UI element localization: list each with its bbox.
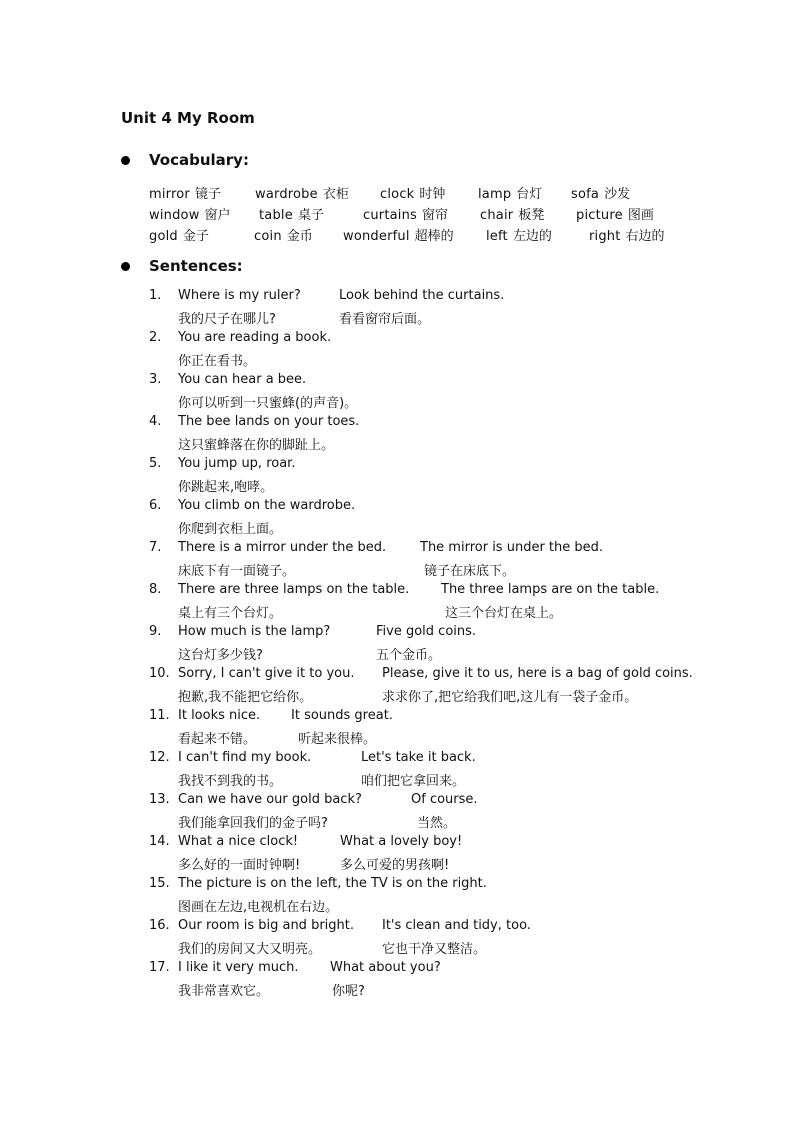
sentence-chinese-line [149,476,769,496]
vocabulary-word: picture [576,208,623,223]
sentence-number: 15. [149,876,170,891]
vocabulary-row [149,183,769,201]
sentence-english-2: The mirror is under the bed. [420,540,604,555]
sentence-number: 14. [149,834,170,849]
sentence-english-1: I like it very much. [178,960,299,975]
sentence-chinese-line [149,812,769,832]
sentence-chinese-line [149,434,769,454]
sentence-chinese-1: 你正在看书。 [178,354,257,369]
sentence-number: 5. [149,456,162,471]
sentence-english-2: Let's take it back. [361,750,476,765]
vocabulary-item [589,225,665,244]
sentence-english-line [149,288,769,308]
sentence-item [149,498,769,538]
sentence-chinese-1: 我非常喜欢它。 [178,984,270,999]
sentence-english-line [149,750,769,770]
sentence-item [149,834,769,874]
vocabulary-item [486,225,552,244]
sentence-chinese-line [149,560,769,580]
sentence-item [149,540,769,580]
vocabulary-translation: 金币 [286,229,313,244]
vocabulary-item [259,204,324,223]
vocabulary-translation: 镜子 [194,187,221,202]
sentence-item [149,876,769,916]
sentence-english-2: Please, give it to us, here is a bag of gold coins. [382,666,693,681]
vocabulary-translation: 窗户 [204,208,231,223]
sentence-chinese-line [149,896,769,916]
sentence-chinese-1: 我们能拿回我们的金子吗? [178,816,328,831]
sentence-chinese-1: 这只蜜蜂落在你的脚趾上。 [178,438,335,453]
vocabulary-item [380,183,445,202]
sentence-chinese-2: 求求你了,把它给我们吧,这儿有一袋子金币。 [382,690,638,705]
sentence-chinese-line [149,938,769,958]
sentence-number: 16. [149,918,170,933]
vocabulary-item [571,183,630,202]
sentence-chinese-2: 听起来很棒。 [298,732,377,747]
vocabulary-translation: 右边的 [625,229,665,244]
sentence-english-line [149,582,769,602]
sentence-number: 8. [149,582,162,597]
sentence-chinese-line [149,686,769,706]
vocabulary-item [149,183,221,202]
vocabulary-word: lamp [478,187,512,202]
sentence-number: 17. [149,960,170,975]
vocabulary-heading-text: Vocabulary: [149,151,249,169]
sentence-english-1: There are three lamps on the table. [178,582,410,597]
sentence-chinese-2: 镜子在床底下。 [424,564,516,579]
sentence-number: 13. [149,792,170,807]
sentence-item [149,624,769,664]
sentence-chinese-line [149,602,769,622]
vocabulary-word: right [589,229,621,244]
sentence-chinese-line [149,854,769,874]
sentence-number: 9. [149,624,162,639]
sentence-english-1: I can't find my book. [178,750,312,765]
sentence-number: 4. [149,414,162,429]
vocabulary-item [254,225,313,244]
sentence-item [149,750,769,790]
sentence-english-line [149,960,769,980]
vocabulary-word: coin [254,229,282,244]
sentence-chinese-1: 抱歉,我不能把它给你。 [178,690,313,705]
sentence-chinese-2: 当然。 [417,816,457,831]
sentence-item [149,582,769,622]
sentence-chinese-line [149,308,769,328]
sentence-english-1: How much is the lamp? [178,624,331,639]
sentence-english-2: What a lovely boy! [340,834,463,849]
vocabulary-translation: 沙发 [604,187,631,202]
sentence-chinese-line [149,980,769,1000]
sentence-english-2: The three lamps are on the table. [441,582,660,597]
sentence-chinese-1: 我的尺子在哪儿? [178,312,276,327]
sentence-chinese-1: 桌上有三个台灯。 [178,606,283,621]
sentence-chinese-1: 多么好的一面时钟啊! [178,858,301,873]
vocabulary-word: window [149,208,200,223]
vocabulary-translation: 板凳 [518,208,545,223]
sentence-chinese-2: 多么可爱的男孩啊! [340,858,450,873]
vocabulary-word: chair [480,208,514,223]
sentence-chinese-2: 五个金币。 [376,648,442,663]
vocabulary-item [343,225,454,244]
sentence-english-1: Where is my ruler? [178,288,301,303]
vocabulary-translation: 图画 [627,208,654,223]
vocabulary-word: wardrobe [255,187,318,202]
vocabulary-word: table [259,208,293,223]
sentence-chinese-1: 看起来不错。 [178,732,257,747]
vocabulary-translation: 桌子 [297,208,324,223]
sentence-english-1: Our room is big and bright. [178,918,354,933]
sentence-chinese-2: 你呢? [332,984,365,999]
sentence-number: 7. [149,540,162,555]
sentence-item [149,330,769,370]
vocabulary-word: curtains [363,208,418,223]
sentence-english-line [149,792,769,812]
sentence-number: 6. [149,498,162,513]
vocabulary-translation: 时钟 [419,187,446,202]
sentence-item [149,372,769,412]
vocabulary-translation: 台灯 [516,187,543,202]
sentence-english-1: You can hear a bee. [178,372,307,387]
sentence-english-line [149,666,769,686]
vocabulary-word: gold [149,229,178,244]
vocabulary-row [149,225,769,243]
sentence-chinese-line [149,392,769,412]
sentence-number: 2. [149,330,162,345]
sentence-english-1: It looks nice. [178,708,261,723]
sentence-number: 11. [149,708,170,723]
sentence-number: 3. [149,372,162,387]
sentence-item [149,288,769,328]
vocabulary-item [363,204,448,223]
sentence-chinese-1: 我找不到我的书。 [178,774,283,789]
sentence-chinese-1: 你爬到衣柜上面。 [178,522,283,537]
vocabulary-translation: 衣柜 [322,187,349,202]
sentence-english-2: Five gold coins. [376,624,477,639]
sentence-chinese-1: 这台灯多少钱? [178,648,263,663]
sentence-english-line [149,456,769,476]
vocabulary-item [478,183,542,202]
vocabulary-word: wonderful [343,229,410,244]
sentence-chinese-line [149,728,769,748]
sentence-english-1: Sorry, I can't give it to you. [178,666,355,681]
vocabulary-item [480,204,544,223]
sentence-chinese-1: 你可以听到一只蜜蜂(的声音)。 [178,396,358,411]
bullet-icon [121,156,130,165]
sentence-english-1: You jump up, roar. [178,456,296,471]
vocabulary-translation: 超棒的 [414,229,454,244]
sentence-chinese-1: 你跳起来,咆哮。 [178,480,274,495]
sentence-chinese-line [149,350,769,370]
vocabulary-word: sofa [571,187,600,202]
sentence-english-2: Look behind the curtains. [339,288,505,303]
sentence-number: 12. [149,750,170,765]
sentences-heading [121,257,243,275]
vocabulary-translation: 左边的 [512,229,552,244]
vocabulary-item [576,204,654,223]
vocabulary-item [149,204,231,223]
page-title: Unit 4 My Room [121,109,255,127]
sentence-english-1: The picture is on the left, the TV is on the right. [178,876,487,891]
vocabulary-item [255,183,349,202]
vocabulary-row [149,204,769,222]
vocabulary-item [149,225,209,244]
sentence-english-line [149,834,769,854]
sentence-chinese-1: 我们的房间又大又明亮。 [178,942,322,957]
sentence-english-1: You are reading a book. [178,330,332,345]
sentence-chinese-2: 看看窗帘后面。 [339,312,431,327]
sentence-chinese-2: 咱们把它拿回来。 [361,774,466,789]
sentence-english-line [149,414,769,434]
sentence-english-1: What a nice clock! [178,834,299,849]
sentence-english-line [149,540,769,560]
sentence-english-line [149,918,769,938]
sentence-item [149,414,769,454]
sentence-item [149,456,769,496]
sentence-item [149,666,769,706]
sentence-number: 1. [149,288,162,303]
vocabulary-word: clock [380,187,415,202]
sentence-english-1: Can we have our gold back? [178,792,362,807]
sentence-english-line [149,330,769,350]
sentence-chinese-2: 这三个台灯在桌上。 [445,606,563,621]
sentence-item [149,918,769,958]
sentence-chinese-line [149,518,769,538]
sentence-english-2: What about you? [330,960,441,975]
sentence-item [149,960,769,1000]
sentence-english-line [149,498,769,518]
sentence-chinese-line [149,770,769,790]
vocabulary-heading [121,151,249,169]
sentence-item [149,792,769,832]
sentence-english-1: You climb on the wardrobe. [178,498,356,513]
sentence-english-1: The bee lands on your toes. [178,414,360,429]
sentence-english-2: Of course. [411,792,478,807]
sentence-english-line [149,708,769,728]
sentence-english-1: There is a mirror under the bed. [178,540,387,555]
vocabulary-translation: 金子 [182,229,209,244]
sentence-item [149,708,769,748]
sentence-chinese-2: 它也干净又整洁。 [382,942,487,957]
sentence-chinese-line [149,644,769,664]
sentence-chinese-1: 床底下有一面镜子。 [178,564,296,579]
sentence-english-line [149,876,769,896]
sentence-english-2: It's clean and tidy, too. [382,918,531,933]
sentence-number: 10. [149,666,170,681]
sentence-english-line [149,372,769,392]
sentence-english-2: It sounds great. [291,708,393,723]
vocabulary-word: left [486,229,508,244]
vocabulary-translation: 窗帘 [422,208,449,223]
sentence-english-line [149,624,769,644]
sentence-chinese-1: 图画在左边,电视机在右边。 [178,900,339,915]
bullet-icon [121,262,130,271]
sentences-heading-text: Sentences: [149,257,243,275]
vocabulary-word: mirror [149,187,190,202]
